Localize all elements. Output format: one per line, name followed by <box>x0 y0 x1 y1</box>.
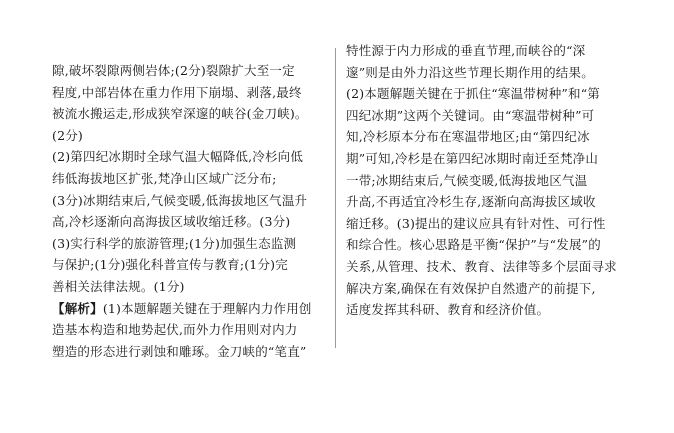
analysis-tag: 【解析】 <box>52 300 103 316</box>
analysis-line: 升高,不再适宜冷杉生存,逐渐向高海拔区域收 <box>346 194 596 210</box>
analysis-line: 邃”则是由外力沿这些节理长期作用的结果。 <box>346 64 594 80</box>
analysis-line <box>52 298 324 320</box>
analysis-line: 适度发挥其科研、教育和经济价值。 <box>346 302 550 318</box>
answer-line: 纬低海拔地区扩张,梵净山区域广泛分布; <box>52 170 277 186</box>
analysis-line: 缩迁移。(3)提出的建议应具有针对性、可行性 <box>346 215 606 231</box>
answer-line: 被流水搬运走,形成狭窄深邃的峡谷(金刀峡)。 <box>52 106 308 122</box>
analysis-line: 解决方案,确保在有效保护自然遗产的前提下, <box>346 280 596 296</box>
answer-line: (3)实行科学的旅游管理;(1分)加强生态监测 <box>52 235 297 251</box>
answer-line: 程度,中部岩体在重力作用下崩塌、剥落,最终 <box>52 84 302 100</box>
analysis-line: 四纪冰期”这两个关键词。由“寒温带树种”可 <box>346 107 595 123</box>
analysis-line: 塑造的形态进行剥蚀和雕琢。金刀峡的“笔直” <box>52 343 307 359</box>
column-divider <box>335 48 336 348</box>
answer-line: 与保护;(1分)强化科普宣传与教育;(1分)完 <box>52 257 288 273</box>
answer-line: (2分) <box>52 127 84 143</box>
right-column <box>346 40 626 321</box>
answer-line: 善相关法律法规。(1分) <box>52 278 185 294</box>
analysis-line: 特性源于内力形成的垂直节理,而峡谷的“深 <box>346 43 586 58</box>
answer-line: (3分)冰期结束后,气候变暖,低海拔地区气温升 <box>52 192 308 208</box>
answer-line: 隙,破坏裂隙两侧岩体;(2分)裂隙扩大至一定 <box>52 63 295 78</box>
analysis-line: 和综合性。核心思路是平衡“保护”与“发展”的 <box>346 237 601 253</box>
answer-line: (2)第四纪冰期时全球气温大幅降低,冷杉向低 <box>52 149 304 165</box>
analysis-line: 知,冷杉原本分布在寒温带地区;由“第四纪冰 <box>346 129 590 145</box>
analysis-line: (2)本题解题关键在于抓住“寒温带树种”和“第 <box>346 86 600 102</box>
analysis-line: 一带;冰期结束后,气候变暖,低海拔地区气温 <box>346 172 588 188</box>
analysis-line: 期”可知,冷杉是在第四纪冰期时南迁至梵净山 <box>346 150 599 166</box>
left-column <box>52 60 324 362</box>
analysis-text: (1)本题解题关键在于理解内力作用创 <box>102 300 312 316</box>
analysis-line: 造基本构造和地势起伏,而外力作用则对内力 <box>52 322 298 338</box>
answer-line: 高,冷杉逐渐向高海拔区域收缩迁移。(3分) <box>52 214 291 230</box>
analysis-line: 关系,从管理、技术、教育、法律等多个层面寻求 <box>346 258 617 274</box>
